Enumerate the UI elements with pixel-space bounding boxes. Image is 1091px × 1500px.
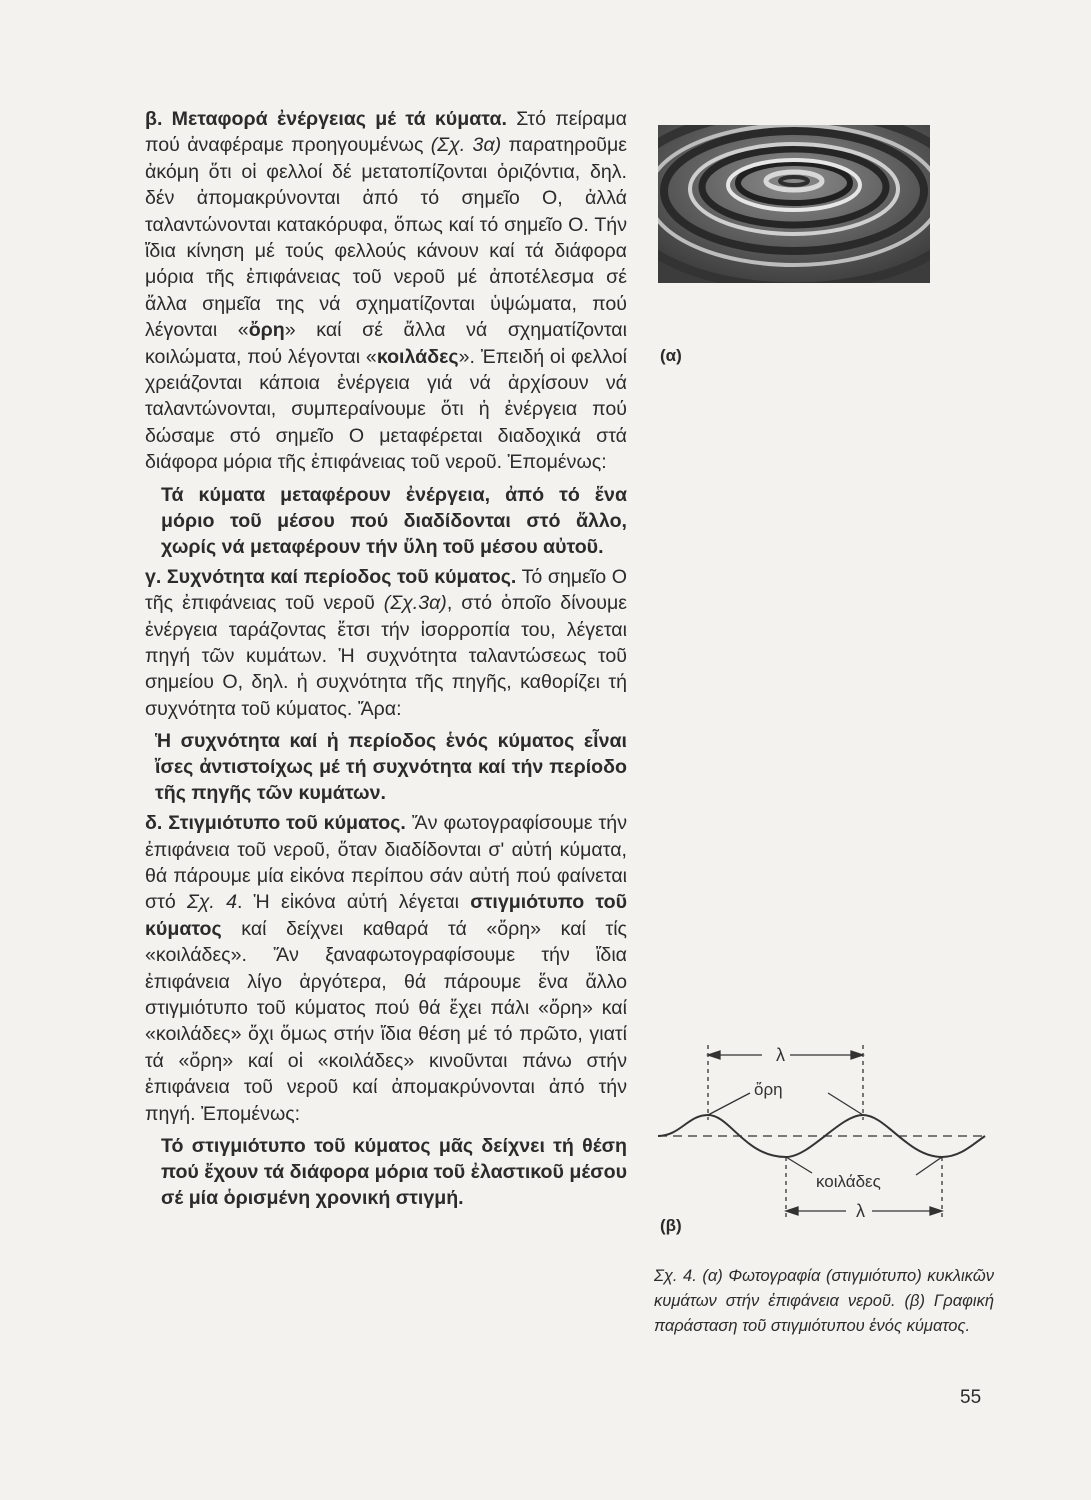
text: Στό πείραμα πού ἀναφέραμε προηγουμένως xyxy=(145,108,627,157)
pointer-crest-2 xyxy=(828,1093,863,1115)
lambda-label-bottom: λ xyxy=(856,1201,865,1221)
figure-label-a: (α) xyxy=(660,346,682,365)
figure-label-b: (β) xyxy=(660,1216,682,1235)
page-number: 55 xyxy=(960,1387,982,1408)
text: , στό ὁποῖο δίνουμε ἐνέργεια ταράζοντας ἔτσι τήν ἰσορροπία του, λέγεται πηγή τῶν κυμάτων. Ἡ συχνότητα ταλαντώσεως τοῦ σημείου Ο, δηλ. ἡ συχνότητα τῆς πηγῆς, καθορίζει τή συχνότητα τοῦ κύματος. Ἄρα: xyxy=(145,592,628,720)
figure-caption: Σχ. 4. (α) Φωτογραφία (στιγμιότυπο) κυκλικῶν κυμάτων στήν ἐπιφάνεια νεροῦ. (β) Γραφική παράσταση τοῦ στιγμιότυπου ἑνός κύματος. xyxy=(654,1267,994,1335)
rule-snapshot: Τό στιγμιότυπο τοῦ κύματος μᾶς δείχνει τή θέση πού ἔχουν τά διάφορα μόρια τοῦ ἐλαστικοῦ μέσου σέ μία ὁρισμένη χρονική στιγμή. xyxy=(161,1135,627,1209)
heading-energy-transfer: β. Μεταφορά ἐνέργειας μέ τά κύματα. xyxy=(145,108,507,130)
figure-reference: (Σχ. 3α) xyxy=(430,134,502,157)
text: » καί σέ ἄλλα νά σχηματίζονται κοιλώματα, πού λέγονται « xyxy=(145,319,627,368)
arrowhead xyxy=(708,1051,720,1059)
text: καί δείχνει καθαρά τά «ὄρη» καί τίς «κοιλάδες». Ἄν ξαναφωτογραφίσουμε τήν ἴδια ἐπιφάνεια λίγο ἀργότερα, θά πάρουμε ἕνα ἄλλο στιγμιότυπο τοῦ κύματος πού θά ἔχει πάλι «ὄρη» καί «κοιλάδες» ὄχι ὅμως στήν ἴδια θέση μέ τό πρῶτο, γιατί τά «ὄρη» καί οἱ «κοιλάδες» κινοῦνται πάνω στήν ἐπιφάνεια τοῦ νεροῦ καί ἀπομακρύνονται ἀπό τήν πηγή. Ἐπομένως: xyxy=(145,917,627,1125)
heading-frequency: γ. Συχνότητα καί περίοδος τοῦ κύματος. xyxy=(145,565,517,588)
text: Ἄν φωτογραφίσουμε τήν ἐπιφάνεια τοῦ νεροῦ, ὅταν διαδίδονται σ' αὐτή κύματα, θά πάρουμε μία εἰκόνα περίπου σάν αὐτή πού φαίνεται στό xyxy=(145,812,627,914)
rule-frequency: Ἡ συχνότητα καί ἡ περίοδος ἑνός κύματος εἶναι ἴσες ἀντιστοίχως μέ τή συχνότητα καί τήν περίοδο τῆς πηγῆς τῶν κυμάτων. xyxy=(155,730,627,805)
pointer-crest-1 xyxy=(708,1093,750,1115)
lambda-label-top: λ xyxy=(776,1045,785,1065)
text: . Ἡ εἰκόνα αὐτή λέγεται xyxy=(237,891,471,914)
term-orh: ὄρη xyxy=(248,319,285,342)
term-snapshot: στιγμιότυπο τοῦ κύματος xyxy=(145,891,627,940)
arrowhead xyxy=(786,1207,798,1215)
figure-reference: Σχ. 4 xyxy=(186,891,237,914)
wave-diagram xyxy=(650,1025,990,1255)
pointer-trough-2 xyxy=(916,1157,942,1175)
figure-reference: (Σχ.3α) xyxy=(383,592,447,615)
heading-snapshot: δ. Στιγμιότυπο τοῦ κύματος. xyxy=(145,812,406,835)
arrowhead xyxy=(851,1051,863,1059)
text: παρατηροῦμε ἀκόμη ὅτι οἱ φελλοί δέ μετατοπίζονται ὁριζόντια, δηλ. δέν ἀπομακρύνονται ἀπό τό σημεῖο Ο, ἀλλά ταλαντώνονται κατακόρυφα, ὅπως καί τό σημεῖο Ο. Τήν ἴδια κίνηση μέ τούς φελλούς κάνουν καί τά διάφορα μόρια τῆς ἐπιφάνειας τοῦ νεροῦ μέ ἀποτέλεσμα σέ ἄλλα σημεῖα της νά σχηματίζονται ὑψώματα, πού λέγονται « xyxy=(145,134,627,342)
crest-label: ὄρη xyxy=(754,1080,783,1099)
text: ». Ἐπειδή οἱ φελλοί χρειάζονται κάποια ἐνέργεια γιά νά ἀρχίσουν νά ταλαντώνονται, συμπεραίνουμε ὅτι ἡ ἐνέργεια πού δώσαμε στό σημεῖο Ο μεταφέρεται διαδοχικά στά διάφορα μόρια τῆς ἐπιφάνειας τοῦ νεροῦ. Ἐπομένως: xyxy=(145,345,627,474)
pointer-trough-1 xyxy=(786,1157,812,1173)
arrowhead xyxy=(930,1207,942,1215)
text: Τό σημεῖο Ο τῆς ἐπιφάνειας τοῦ νεροῦ xyxy=(145,565,627,615)
ripple-image xyxy=(658,125,930,283)
trough-label: κοιλάδες xyxy=(816,1172,881,1191)
term-koilades: κοιλάδες xyxy=(376,345,459,368)
main-text-column xyxy=(145,106,627,1215)
rule-energy-transfer: Τά κύματα μεταφέρουν ἐνέργεια, ἀπό τό ἕνα μόριο τοῦ μέσου πού διαδίδονται στό ἄλλο, χωρίς νά μεταφέρουν τήν ὕλη τοῦ μέσου αὐτοῦ. xyxy=(161,483,627,558)
wave-photo xyxy=(658,125,930,283)
